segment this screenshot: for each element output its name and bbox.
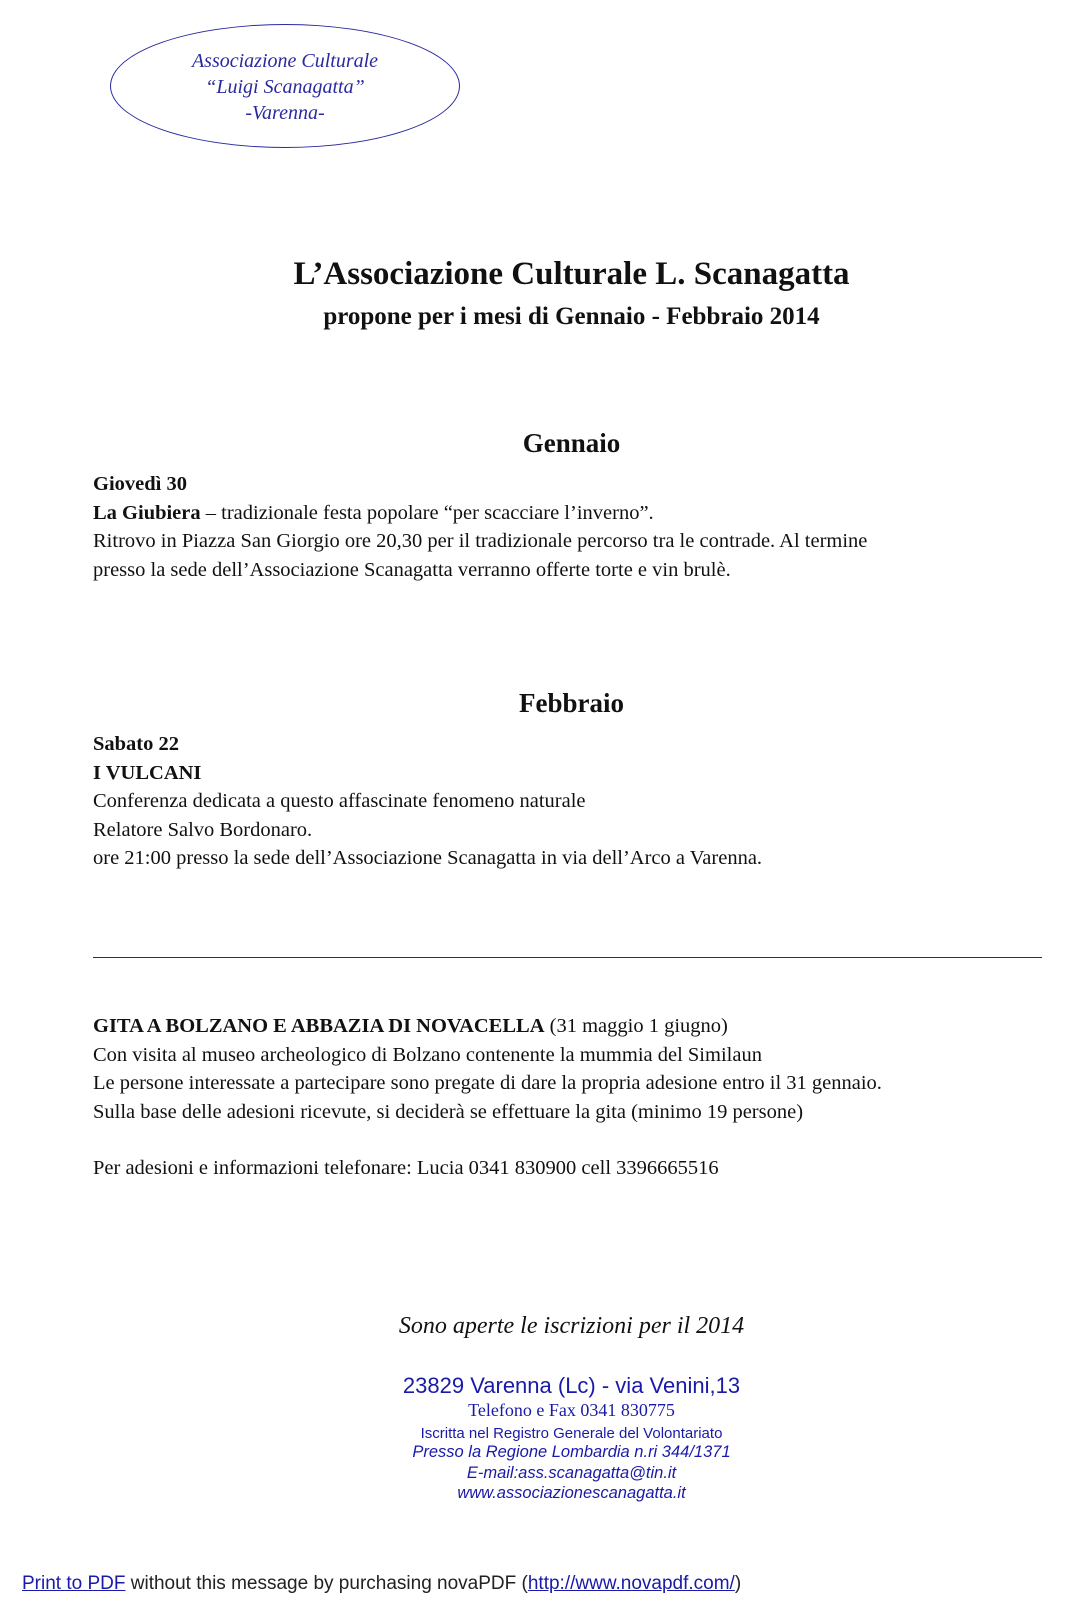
footer-phone: Telefono e Fax 0341 830775 bbox=[468, 1400, 675, 1420]
event-text: Conferenza dedicata a questo affascinate fenomeno naturale bbox=[93, 790, 586, 812]
gita-section bbox=[93, 1012, 1043, 1183]
watermark-text: without this message by purchasing novaPDF ( bbox=[125, 1573, 528, 1594]
print-to-pdf-link[interactable]: Print to PDF bbox=[22, 1573, 126, 1594]
gita-dates: (31 maggio 1 giugno) bbox=[544, 1015, 728, 1037]
footer-regione: Presso la Regione Lombardia n.ri 344/1371 bbox=[412, 1443, 731, 1461]
gita-text: Con visita al museo archeologico di Bolzano contenente la mummia del Similaun bbox=[93, 1043, 762, 1066]
novapdf-watermark bbox=[22, 1573, 741, 1595]
novapdf-link[interactable]: http://www.novapdf.com/ bbox=[527, 1573, 735, 1594]
event-text: Relatore Salvo Bordonaro. bbox=[93, 818, 313, 841]
event-text: ore 21:00 presso la sede dell’Associazione Scanagatta in via dell’Arco a Varenna. bbox=[93, 847, 763, 869]
footer-address: 23829 Varenna (Lc) - via Venini,13 bbox=[402, 1373, 741, 1398]
event-desc: – tradizionale festa popolare “per scacciare l’inverno”. bbox=[200, 501, 654, 524]
event-date: Giovedì 30 bbox=[93, 473, 187, 495]
event-text: Ritrovo in Piazza San Giorgio ore 20,30 per il tradizionale percorso tra le contrade. Al termine bbox=[93, 530, 868, 552]
logo-line: -Varenna- bbox=[245, 102, 325, 124]
logo bbox=[110, 48, 460, 126]
event-name: I VULCANI bbox=[93, 761, 202, 784]
footer-registro: Iscritta nel Registro Generale del Volontariato bbox=[420, 1425, 723, 1442]
iscrizioni-note: Sono aperte le iscrizioni per il 2014 bbox=[398, 1313, 745, 1339]
gennaio-event bbox=[93, 470, 1043, 584]
gita-text: Sulla base delle adesioni ricevute, si deciderà se effettuare la gita (minimo 19 persone) bbox=[93, 1100, 804, 1123]
logo-line: “Luigi Scanagatta” bbox=[205, 76, 365, 98]
heading-gennaio: Gennaio bbox=[522, 428, 621, 458]
footer-email: E-mail:ass.scanagatta@tin.it bbox=[466, 1464, 677, 1482]
gita-text: Le persone interessate a partecipare sono pregate di dare la propria adesione entro il 31 gennaio. bbox=[93, 1072, 882, 1094]
event-date: Sabato 22 bbox=[93, 733, 180, 755]
heading-febbraio: Febbraio bbox=[519, 688, 624, 718]
febbraio-event bbox=[93, 730, 1043, 873]
page-title: L’Associazione Culturale L. Scanagatta bbox=[293, 256, 850, 292]
divider bbox=[93, 957, 1042, 958]
event-text: presso la sede dell’Associazione Scanagatta verranno offerte torte e vin brulè. bbox=[93, 558, 731, 581]
gita-contact: Per adesioni e informazioni telefonare: Lucia 0341 830900 cell 3396665516 bbox=[93, 1157, 719, 1179]
logo-line: Associazione Culturale bbox=[191, 50, 379, 72]
watermark-text: ) bbox=[734, 1573, 742, 1594]
gita-title: GITA A BOLZANO E ABBAZIA DI NOVACELLA bbox=[93, 1015, 545, 1037]
event-name: La Giubiera bbox=[93, 501, 201, 524]
page-subtitle: propone per i mesi di Gennaio - Febbraio 2014 bbox=[323, 303, 820, 330]
footer-website: www.associazionescanagatta.it bbox=[457, 1484, 686, 1502]
